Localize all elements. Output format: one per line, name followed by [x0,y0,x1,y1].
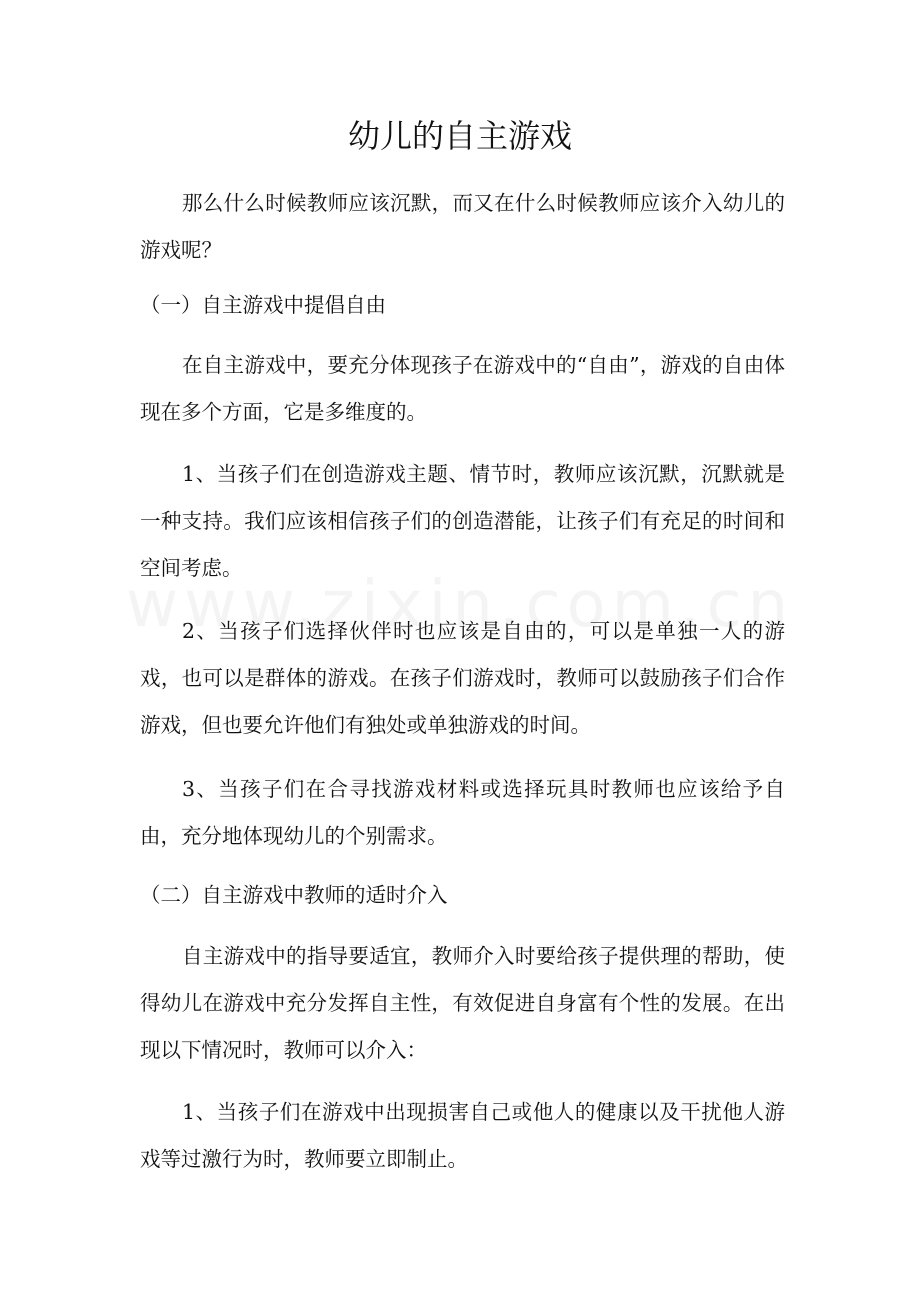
list-item-1: 1、当孩子们在创造游戏主题、情节时，教师应该沉默，沉默就是一种支持。我们应该相信孩子们的创造潜能，让孩子们有充足的时间和空间考虑。 [140,462,785,580]
section-heading-1: （一）自主游戏中提倡自由 [140,293,386,317]
list-item-2: 2、当孩子们选择伙伴时也应该是自由的，可以是单独一人的游戏，也可以是群体的游戏。在孩子们游戏时，教师可以鼓励孩子们合作游戏，但也要允许他们有独处或单独游戏的时间。 [140,619,785,737]
list-item-intervention-1: 1、当孩子们在游戏中出现损害自己或他人的健康以及干扰他人游戏等过激行为时，教师要立即制止。 [140,1100,785,1171]
paragraph-freedom: 在自主游戏中，要充分体现孩子在游戏中的“自由”，游戏的自由体现在多个方面，它是多维度的。 [140,353,785,424]
document-title: 幼儿的自主游戏 [347,117,572,155]
paragraph-intro: 那么什么时候教师应该沉默，而又在什么时候教师应该介入幼儿的游戏呢？ [140,191,785,262]
list-item-3: 3、当孩子们在合寻找游戏材料或选择玩具时教师也应该给予自由，充分地体现幼儿的个别需求。 [140,777,785,848]
section-heading-2: （二）自主游戏中教师的适时介入 [140,883,448,907]
paragraph-intervention: 自主游戏中的指导要适宜，教师介入时要给孩子提供理的帮助，使得幼儿在游戏中充分发挥自主性，有效促进自身富有个性的发展。在出现以下情况时，教师可以介入： [140,944,785,1062]
